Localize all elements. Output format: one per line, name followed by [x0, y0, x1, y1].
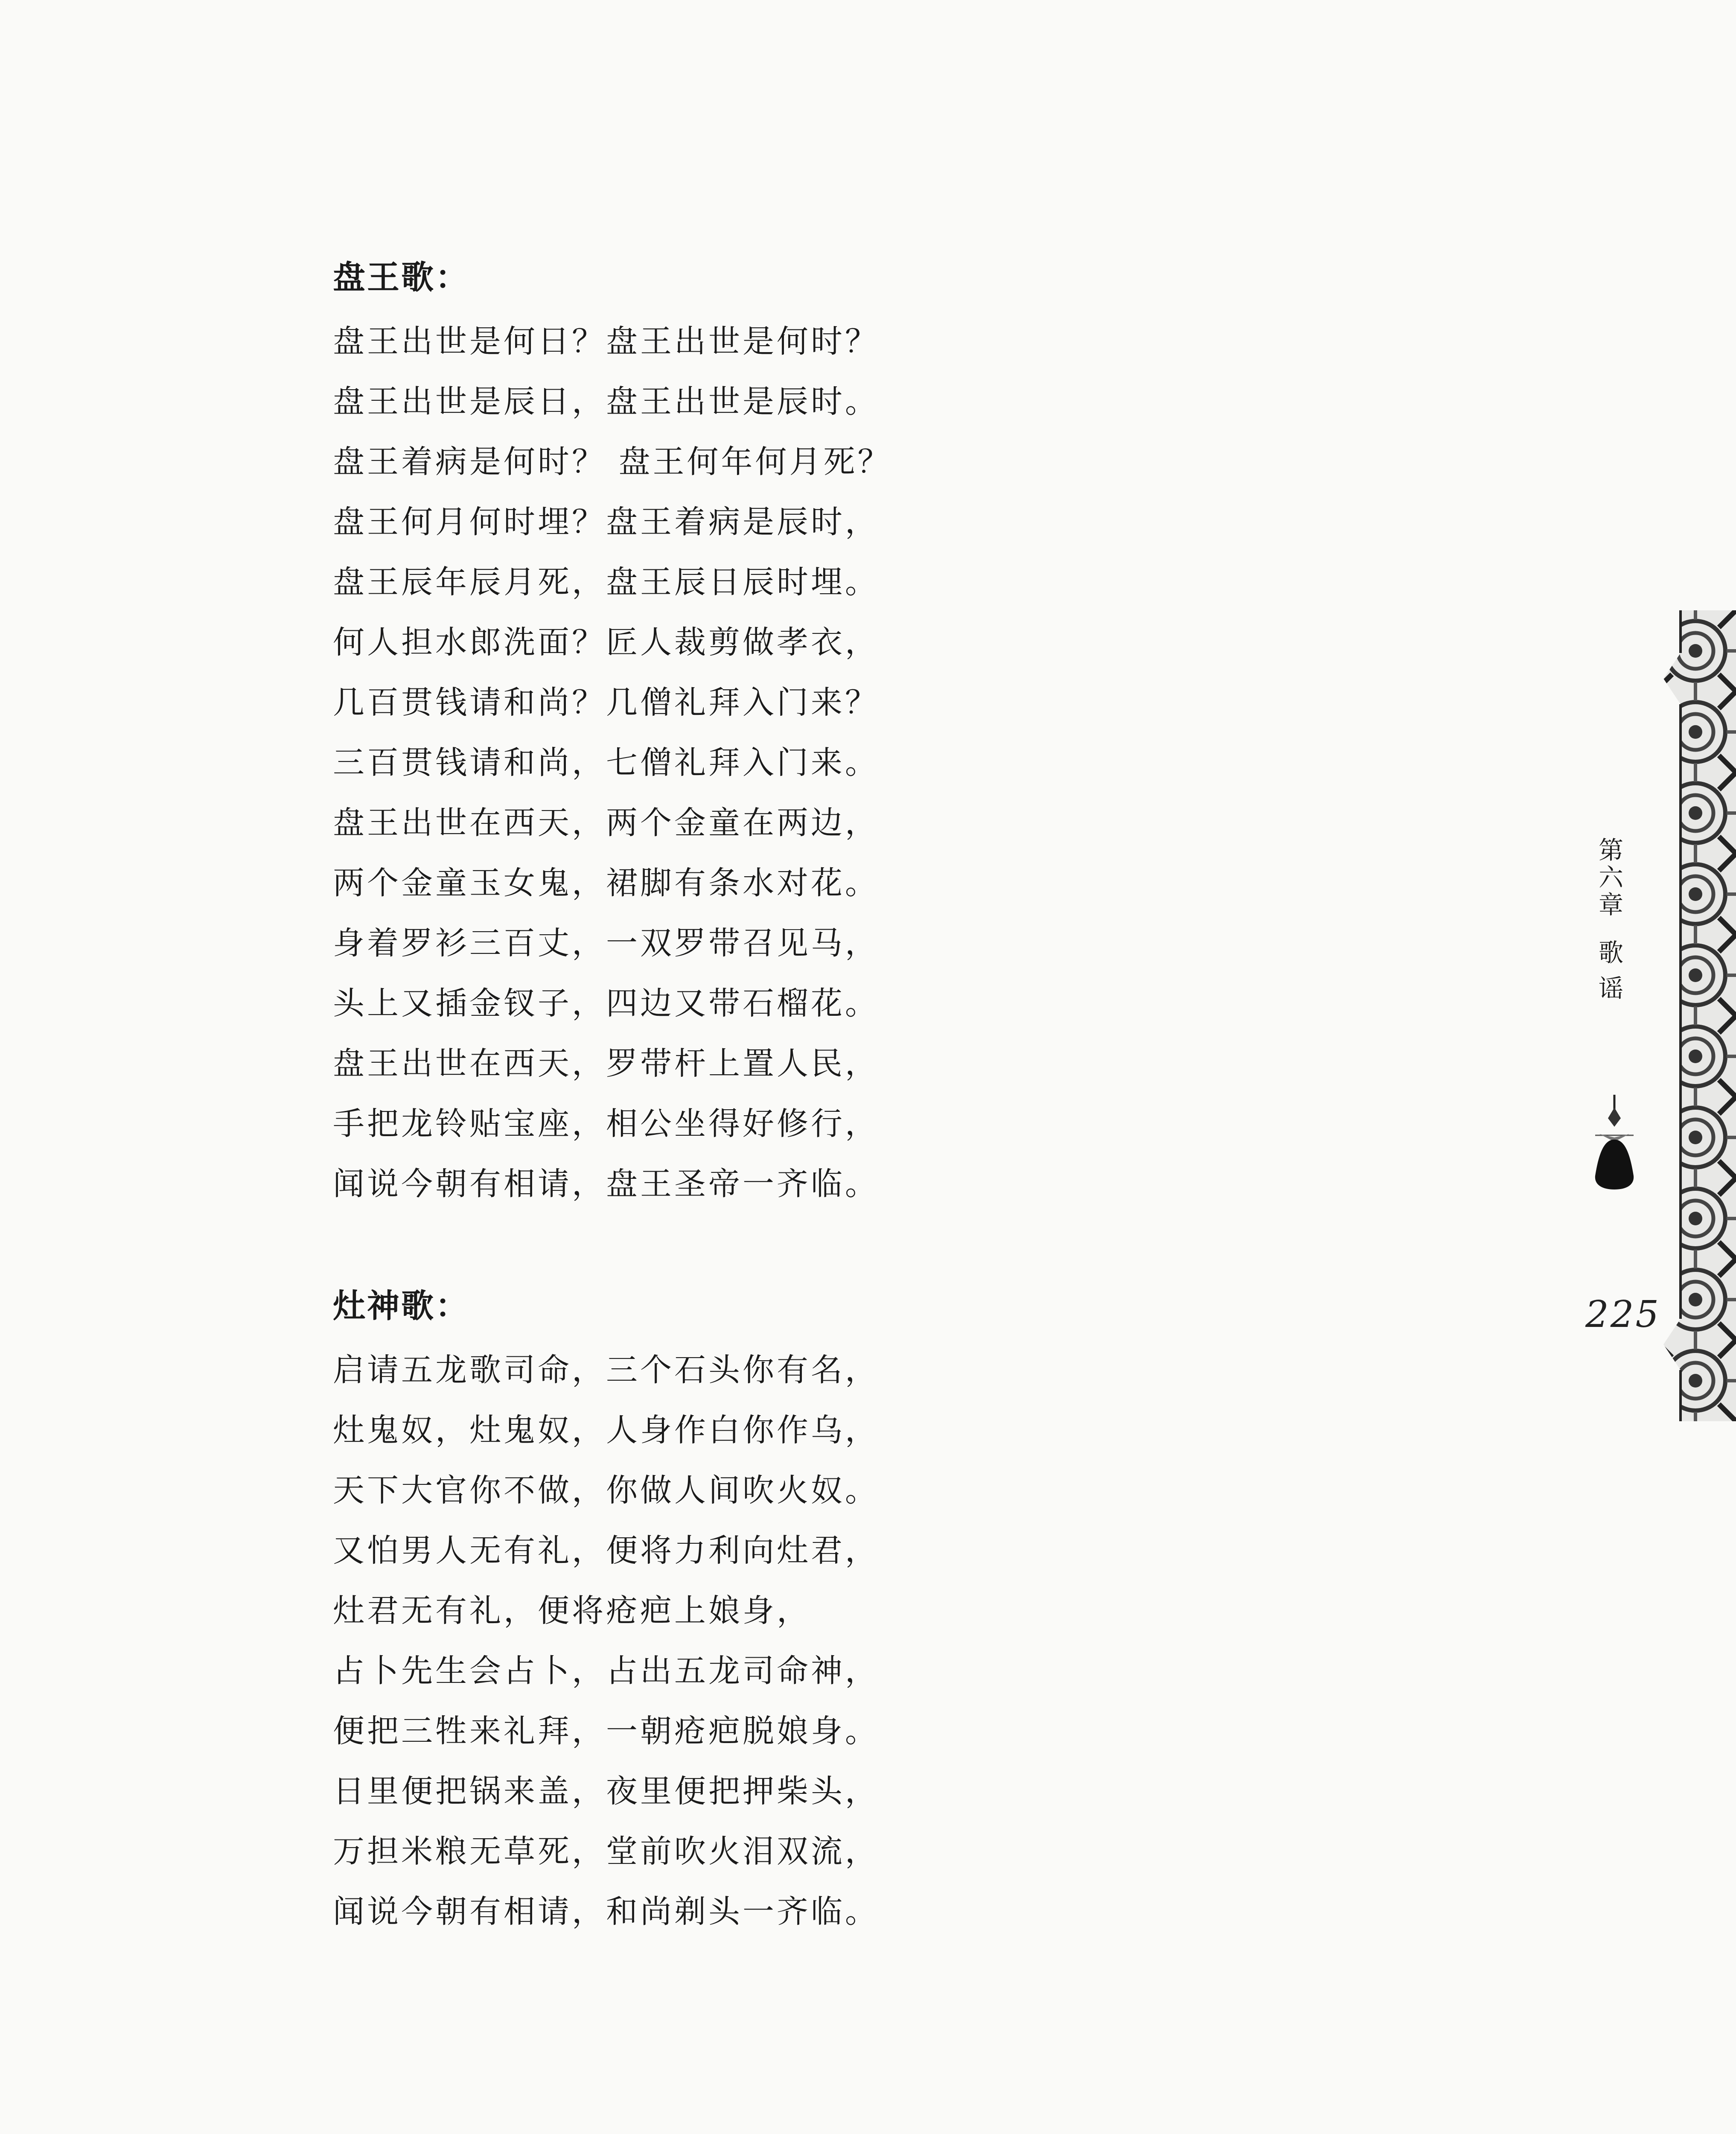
- poem-line: 盘王何月何时埋？盘王着病是辰时，: [333, 504, 879, 540]
- poem-title: 盘王歌：: [333, 258, 469, 296]
- poem-lines: [333, 1340, 973, 1942]
- poem-line: 盘王出世在西天，两个金童在两边，: [333, 805, 879, 841]
- chapter-title-char: 谣: [1598, 974, 1623, 1003]
- poem-line: 日里便把锅来盖，夜里便把押柴头，: [333, 1773, 879, 1810]
- chapter-heading: [1592, 837, 1630, 1002]
- poem-line: 头上又插金钗子，四边又带石榴花。: [333, 985, 879, 1022]
- poem-line: 万担米粮无草死，堂前吹火泪双流，: [333, 1833, 879, 1870]
- poem-line: 盘王出世是何日？盘王出世是何时？: [333, 323, 879, 360]
- poem-line: 盘王辰年辰月死，盘王辰日辰时埋。: [333, 564, 879, 601]
- poem-line: 闻说今朝有相请，盘王圣帝一齐临。: [333, 1166, 879, 1202]
- chapter-char: 第: [1598, 836, 1623, 865]
- poem-line: 天下大官你不做，你做人间吹火奴。: [333, 1472, 879, 1509]
- poem-line: 身着罗衫三百丈，一双罗带召见马，: [333, 925, 879, 962]
- poem-line: 灶君无有礼，便将疮疤上娘身，: [333, 1592, 811, 1629]
- poem-line: 灶鬼奴，灶鬼奴，人身作白你作乌，: [333, 1412, 879, 1449]
- poem-line: 盘王出世在西天，罗带杆上置人民，: [333, 1045, 879, 1082]
- border-ornament: [1655, 610, 1736, 1421]
- poem-zaoshen: [333, 1285, 973, 1942]
- poem-line: 又怕男人无有礼，便将力利向灶君，: [333, 1532, 879, 1569]
- poem-line: 何人担水郎洗面？匠人裁剪做孝衣，: [333, 624, 879, 661]
- poem-line: 三百贯钱请和尚，七僧礼拜入门来。: [333, 744, 879, 781]
- poem-line: 便把三牲来礼拜，一朝疮疤脱娘身。: [333, 1713, 879, 1749]
- poem-line: 手把龙铃贴宝座，相公坐得好修行，: [333, 1105, 879, 1142]
- poem-lines: [333, 312, 973, 1214]
- poem-line: 盘王出世是辰日，盘王出世是辰时。: [333, 383, 879, 420]
- poem-line: 几百贯钱请和尚？几僧礼拜入门来？: [333, 684, 879, 721]
- chapter-char: 章: [1598, 890, 1623, 919]
- poem-line: 占卜先生会占卜，占出五龙司命神，: [333, 1653, 879, 1689]
- poem-panwang: [333, 256, 973, 1214]
- poem-line: 启请五龙歌司命，三个石头你有名，: [333, 1352, 879, 1388]
- poem-line: 盘王着病是何时？ 盘王何年何月死？: [333, 443, 892, 480]
- poem-line: 两个金童玉女鬼，裙脚有条水对花。: [333, 865, 879, 901]
- poem-line: 闻说今朝有相请，和尚剃头一齐临。: [333, 1893, 879, 1930]
- chapter-char: 六: [1598, 863, 1623, 892]
- poem-title: 灶神歌：: [333, 1287, 469, 1325]
- bell-icon: [1587, 1095, 1642, 1193]
- chapter-title-char: 歌: [1598, 938, 1623, 967]
- page-number: 225: [1585, 1293, 1661, 1336]
